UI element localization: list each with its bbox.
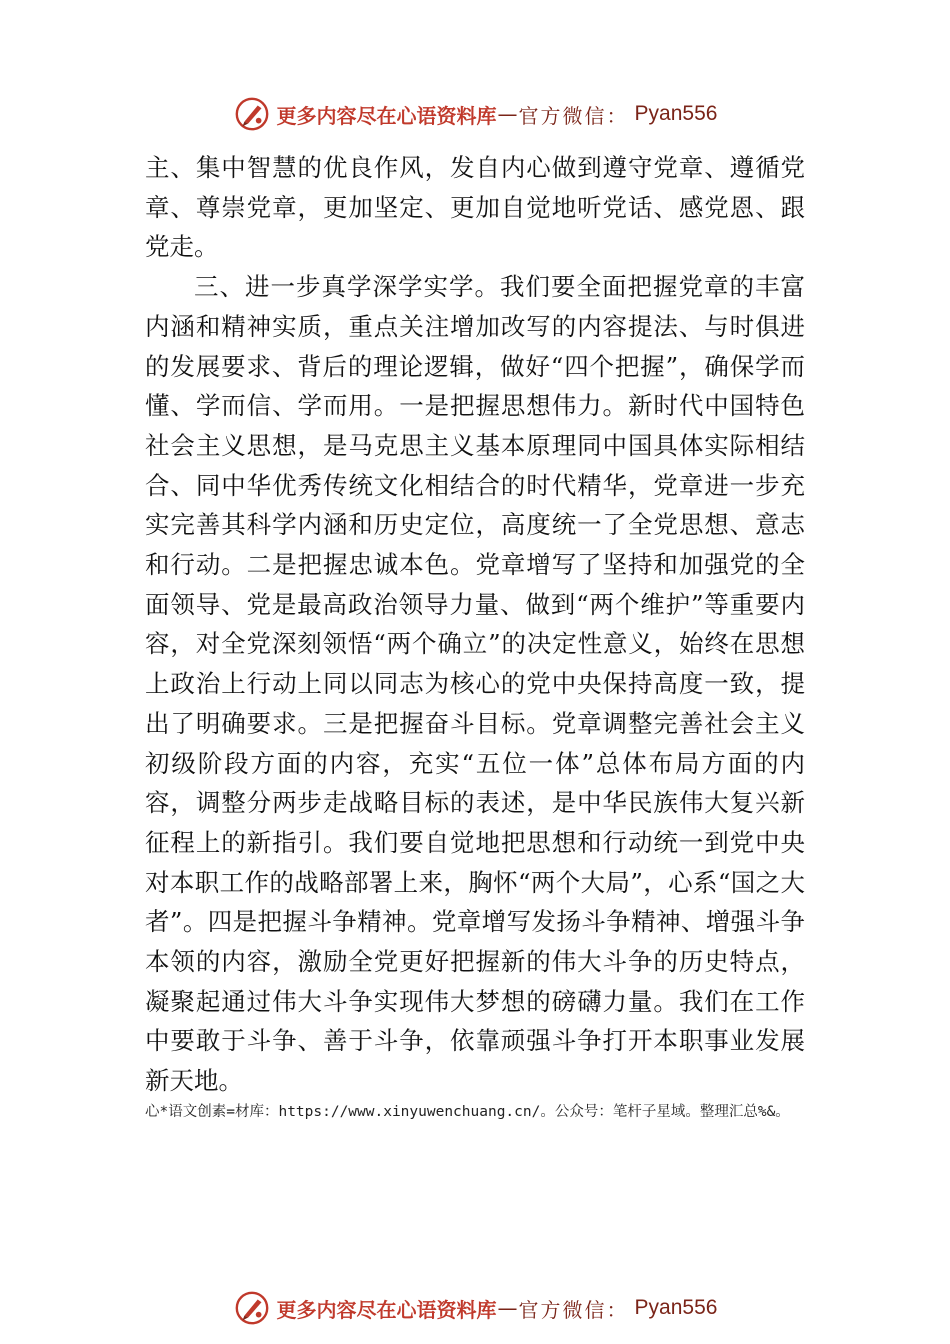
footer-official-label: 官方微信： xyxy=(518,1297,629,1322)
footer-wechat-id: Pyan556 xyxy=(634,1296,718,1319)
header-wechat-id: Pyan556 xyxy=(634,102,718,125)
footer-brand-text: 更多内容尽在心语资料库 xyxy=(276,1297,497,1322)
header-banner xyxy=(0,92,950,136)
pen-logo-icon xyxy=(233,95,271,133)
header-brand-text: 更多内容尽在心语资料库 xyxy=(276,103,497,128)
footer-separator: — xyxy=(497,1296,518,1320)
source-note: 心*语文创素=材库：https://www.xinyuwenchuang.cn/。公众号：笔杆子星域。整理汇总%&。 xyxy=(145,1104,790,1120)
header-separator: — xyxy=(497,102,518,126)
header-official-label: 官方微信： xyxy=(518,103,629,128)
paragraph-continuation: 主、集中智慧的优良作风，发自内心做到遵守党章、遵循党章、尊崇党章，更加坚定、更加自觉地听党话、感党恩、跟党走。 xyxy=(145,153,805,262)
paragraph-section-three: 三、进一步真学深学实学。我们要全面把握党章的丰富内涵和精神实质，重点关注增加改写的内容提法、与时俱进的发展要求、背后的理论逻辑，做好“四个把握”，确保学而懂、学而信、学而用。一是把握思想伟力。新时代中国特色社会主义思想，是马克思主义基本原理同中国具体实际相结合、同中华优秀传统文化相结合的时代精华，党章进一步充实完善其科学内涵和历史定位，高度统一了全党思想、意志和行动。二是把握忠诚本色。党章增写了坚持和加强党的全面领导、党是最高政治领导力量、做到“两个维护”等重要内容，对全党深刻领悟“两个确立”的决定性意义，始终在思想上政治上行动上同以同志为核心的党中央保持高度一致，提出了明确要求。三是把握奋斗目标。党章调整完善社会主义初级阶段方面的内容，充实“五位一体”总体布局方面的内容，调整分两步走战略目标的表述，是中华民族伟大复兴新征程上的新指引。我们要自觉地把思想和行动统一到党中央对本职工作的战略部署上来，胸怀“两个大局”，心系“国之大者”。四是把握斗争精神。党章增写发扬斗争精神、增强斗争本领的内容，激励全党更好把握新的伟大斗争的历史特点，凝聚起通过伟大斗争实现伟大梦想的磅礴力量。我们在工作中要敢于斗争、善于斗争，依靠顽强斗争打开本职事业发展新天地。 xyxy=(145,272,805,1096)
pen-logo-icon xyxy=(233,1289,271,1327)
footer-banner xyxy=(0,1286,950,1330)
document-body xyxy=(145,148,805,1101)
